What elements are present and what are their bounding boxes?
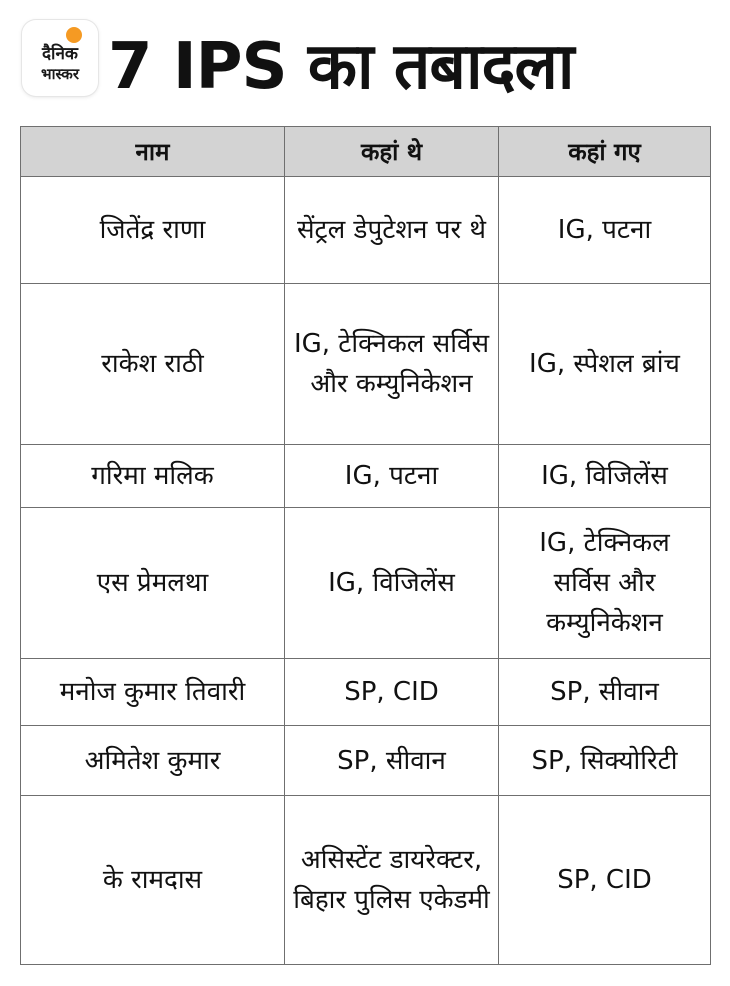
cell-name: जितेंद्र राणा bbox=[21, 177, 285, 284]
table-row bbox=[21, 796, 711, 965]
header bbox=[0, 0, 730, 126]
cell-to: SP, CID bbox=[499, 796, 711, 965]
cell-from: सेंट्रल डेपुटेशन पर थे bbox=[285, 177, 499, 284]
cell-name: एस प्रेमलथा bbox=[21, 508, 285, 659]
table-row bbox=[21, 177, 711, 284]
cell-to: IG, स्पेशल ब्रांच bbox=[499, 284, 711, 445]
cell-to: IG, पटना bbox=[499, 177, 711, 284]
cell-to: IG, विजिलेंस bbox=[499, 445, 711, 508]
cell-from: IG, टेक्निकल सर्विस और कम्युनिकेशन bbox=[285, 284, 499, 445]
sun-icon bbox=[66, 27, 82, 43]
cell-to: SP, सिक्योरिटी bbox=[499, 726, 711, 796]
table-row bbox=[21, 726, 711, 796]
table-row bbox=[21, 508, 711, 659]
logo-text-line2: भास्कर bbox=[41, 65, 79, 83]
cell-to: IG, टेक्निकल सर्विस और कम्युनिकेशन bbox=[499, 508, 711, 659]
page-title: 7 IPS का तबादला bbox=[108, 30, 574, 104]
cell-from: असिस्टेंट डायरेक्टर, बिहार पुलिस एकेडमी bbox=[285, 796, 499, 965]
cell-from: IG, पटना bbox=[285, 445, 499, 508]
cell-from: IG, विजिलेंस bbox=[285, 508, 499, 659]
table-header-row bbox=[21, 127, 711, 177]
cell-from: SP, सीवान bbox=[285, 726, 499, 796]
cell-name: गरिमा मलिक bbox=[21, 445, 285, 508]
logo-text-line1: दैनिक bbox=[42, 44, 78, 64]
table-row bbox=[21, 445, 711, 508]
cell-name: के रामदास bbox=[21, 796, 285, 965]
cell-name: मनोज कुमार तिवारी bbox=[21, 659, 285, 726]
cell-to: SP, सीवान bbox=[499, 659, 711, 726]
table-row bbox=[21, 284, 711, 445]
cell-name: राकेश राठी bbox=[21, 284, 285, 445]
column-header-name: नाम bbox=[21, 127, 285, 177]
table-row bbox=[21, 659, 711, 726]
cell-name: अमितेश कुमार bbox=[21, 726, 285, 796]
cell-from: SP, CID bbox=[285, 659, 499, 726]
column-header-to: कहां गए bbox=[499, 127, 711, 177]
column-header-from: कहां थे bbox=[285, 127, 499, 177]
transfer-table bbox=[20, 126, 711, 965]
dainik-bhaskar-logo[interactable] bbox=[22, 20, 98, 96]
